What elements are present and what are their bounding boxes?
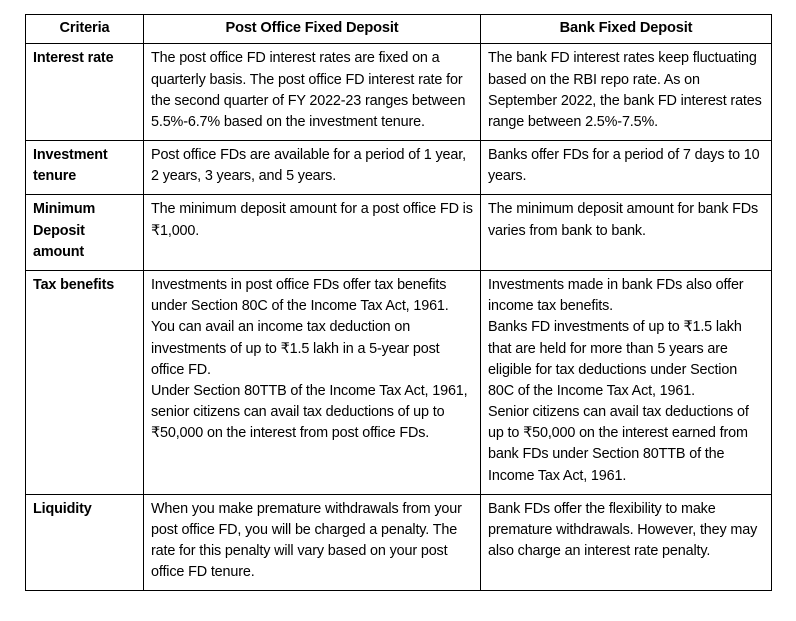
- cell-bank-interest-rate: The bank FD interest rates keep fluctuating based on the RBI repo rate. As on September 2022, the bank FD interest rates range between 2.5%-7.5%.: [481, 44, 772, 141]
- cell-bank-investment-tenure: Banks offer FDs for a period of 7 days to 10 years.: [481, 141, 772, 195]
- cell-post-office-liquidity: When you make premature withdrawals from your post office FD, you will be charged a penalty. The rate for this penalty will vary based on your post office FD tenure.: [144, 494, 481, 591]
- cell-post-office-investment-tenure: Post office FDs are available for a period of 1 year, 2 years, 3 years, and 5 years.: [144, 141, 481, 195]
- row-criteria-tax-benefits: Tax benefits: [26, 270, 144, 494]
- table-row: [26, 44, 772, 141]
- table-body: [26, 44, 772, 591]
- cell-bank-tax-benefits: [481, 270, 772, 494]
- table-row: [26, 195, 772, 271]
- table-row: [26, 141, 772, 195]
- comparison-table: [25, 14, 772, 591]
- cell-post-office-minimum-deposit-amount: The minimum deposit amount for a post office FD is ₹1,000.: [144, 195, 481, 271]
- cell-bank-liquidity: Bank FDs offer the flexibility to make premature withdrawals. However, they may also charge an interest rate penalty.: [481, 494, 772, 591]
- table-row: [26, 270, 772, 494]
- table-row: [26, 494, 772, 591]
- paragraph: Investments in post office FDs offer tax benefits under Section 80C of the Income Tax Act, 1961. You can avail an income tax deduction on investments of up to ₹1.5 lakh in a 5-year post office FD.: [151, 276, 449, 378]
- table-header: [26, 15, 772, 44]
- paragraph: Banks FD investments of up to ₹1.5 lakh that are held for more than 5 years are eligible for tax deductions under Section 80C of the Income Tax Act, 1961.: [488, 319, 742, 399]
- row-criteria-minimum-deposit-amount: Minimum Deposit amount: [26, 195, 144, 271]
- cell-post-office-interest-rate: The post office FD interest rates are fixed on a quarterly basis. The post office FD interest rate for the second quarter of FY 2022-23 ranges between 5.5%-6.7% based on the investment tenure.: [144, 44, 481, 141]
- row-criteria-interest-rate: Interest rate: [26, 44, 144, 141]
- paragraph: Investments made in bank FDs also offer income tax benefits.: [488, 276, 744, 315]
- paragraph: Senior citizens can avail tax deductions of up to ₹50,000 on the interest earned from bank FDs under Section 80TTB of the Income Tax Act, 1961.: [488, 404, 749, 484]
- cell-post-office-tax-benefits: [144, 270, 481, 494]
- comparison-table-container: [25, 14, 771, 591]
- column-header-post-office: Post Office Fixed Deposit: [144, 15, 481, 44]
- column-header-bank: Bank Fixed Deposit: [481, 15, 772, 44]
- cell-bank-minimum-deposit-amount: The minimum deposit amount for bank FDs varies from bank to bank.: [481, 195, 772, 271]
- row-criteria-investment-tenure: Investment tenure: [26, 141, 144, 195]
- column-header-criteria: Criteria: [26, 15, 144, 44]
- row-criteria-liquidity: Liquidity: [26, 494, 144, 591]
- paragraph: Under Section 80TTB of the Income Tax Act, 1961, senior citizens can avail tax deductions of up to ₹50,000 on the interest from post office FDs.: [151, 382, 468, 442]
- table-header-row: [26, 15, 772, 44]
